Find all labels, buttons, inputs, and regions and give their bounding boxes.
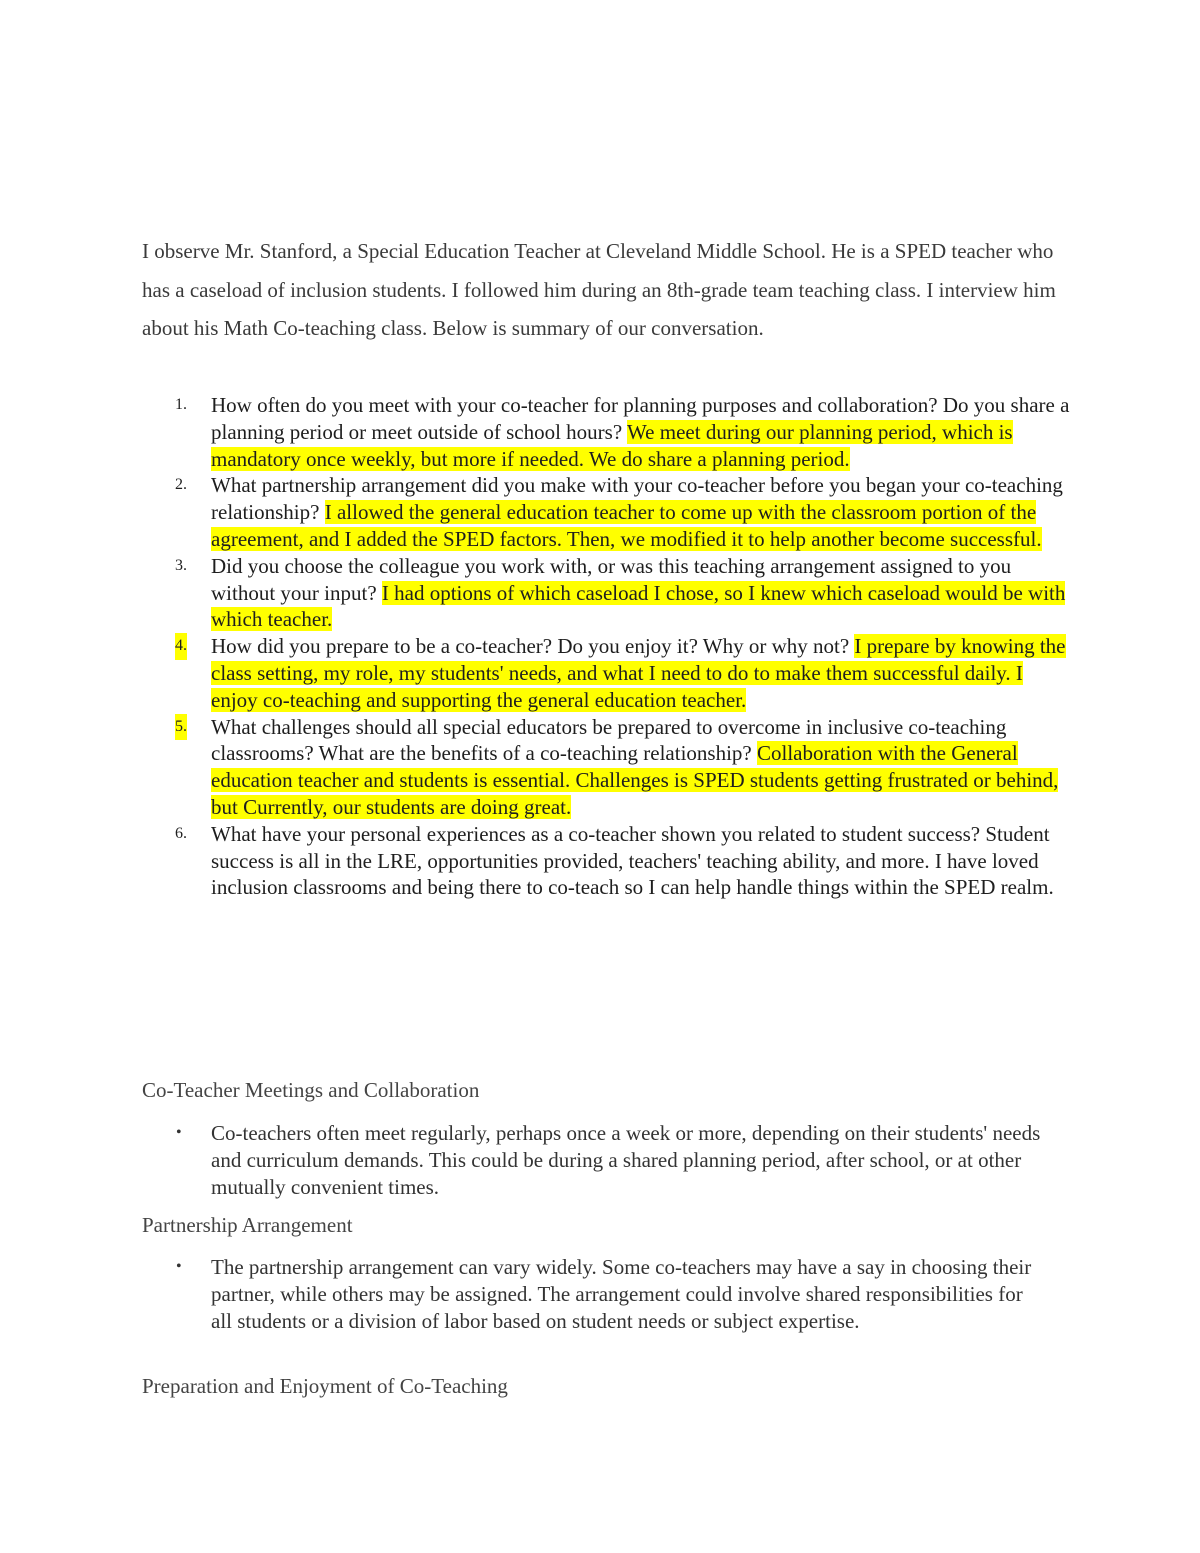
interview-question-list [142,392,1072,901]
question-item-2 [142,472,1072,552]
question-text: What challenges should all special educators be prepared to overcome in inclusive co-teaching classrooms? What are the benefits of a co-teaching relationship? [211,714,1007,766]
question-number: 1. [175,396,187,413]
question-item-6 [142,821,1072,901]
question-text: How did you prepare to be a co-teacher? Do you enjoy it? Why or why not? [211,634,855,659]
answer-highlight: I had options of which caseload I chose, so I knew which caseload would be with which teacher. [211,580,1066,632]
question-item-3 [142,553,1072,633]
section-heading-preparation: Preparation and Enjoyment of Co-Teaching [142,1374,508,1398]
question-item-1 [142,392,1072,472]
answer-highlight: We meet during our planning period, which is mandatory once weekly, but more if needed. We do share a planning period. [211,419,1013,471]
question-number: 5. [175,714,187,741]
question-item-5 [142,714,1072,821]
section-heading-partnership: Partnership Arrangement [142,1213,353,1237]
question-text: What have your personal experiences as a co-teacher shown you related to student success? Student success is all in the LRE, opportunities provided, teachers' teaching ability, and more. I have loved inclusion classrooms and being there to co-teach so I can help handle things within the SPED realm. [211,821,1054,900]
question-text: What partnership arrangement did you make with your co-teacher before you began your co-teaching relationship? [211,473,1063,525]
question-text: Did you choose the colleague you work with, or was this teaching arrangement assigned to you without your input? [211,553,1012,605]
bullet-text: Co-teachers often meet regularly, perhaps once a week or more, depending on their students' needs and curriculum demands. This could be during a shared planning period, after school, or at other mutually convenient times. [211,1121,1041,1199]
bullet-icon: • [176,1124,182,1141]
bullet-icon: • [176,1258,182,1275]
intro-paragraph: I observe Mr. Stanford, a Special Education Teacher at Cleveland Middle School. He is a SPED teacher who has a caseload of inclusion students. I followed him during an 8th-grade team teaching class. I interview him about his Math Co-teaching class. Below is summary of our conversation. [142,239,1056,340]
question-number: 6. [175,824,187,842]
bullet-item-partnership [142,1254,1042,1334]
question-item-4 [142,633,1072,713]
bullet-text: The partnership arrangement can vary widely. Some co-teachers may have a say in choosing their partner, while others may be assigned. The arrangement could involve shared responsibilities for all students or a division of labor based on student needs or subject expertise. [211,1255,1032,1333]
question-number: 3. [175,556,187,574]
answer-highlight: Collaboration with the General education teacher and students is essential. Challenges is SPED students getting frustrated or behind, but Currently, our students are doing great. [211,741,1059,819]
answer-highlight: I allowed the general education teacher to come up with the classroom portion of the agreement, and I added the SPED factors. Then, we modified it to help another become successful. [211,500,1042,551]
answer-highlight: I prepare by knowing the class setting, my role, my students' needs, and what I need to do to make them successful daily. I enjoy co-teaching and supporting the general education teacher. [211,634,1066,712]
question-text: How often do you meet with your co-teacher for planning purposes and collaboration? Do you share a planning period or meet outside of school hours? [211,393,1070,444]
question-number: 2. [175,476,187,494]
section-heading-meetings: Co-Teacher Meetings and Collaboration [142,1078,480,1102]
question-number: 4. [175,633,187,660]
bullet-item-meetings [142,1120,1042,1200]
